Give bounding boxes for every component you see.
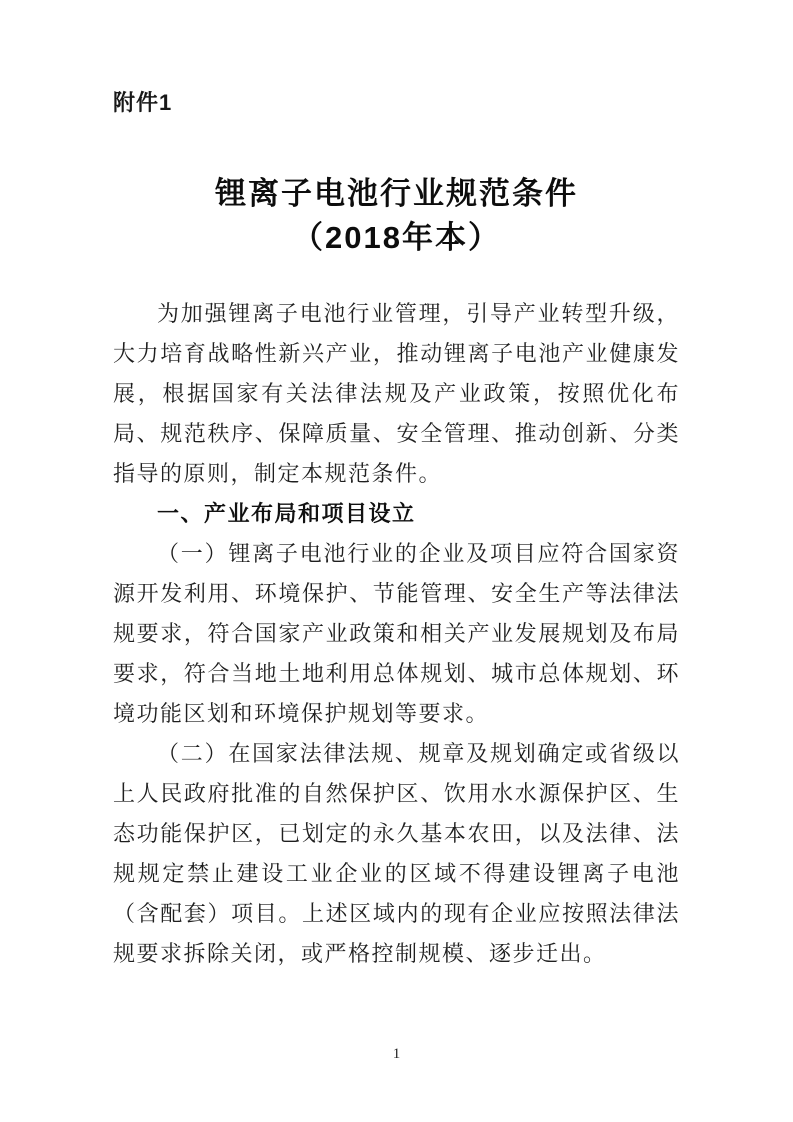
body-paragraph-1: （一）锂离子电池行业的企业及项目应符合国家资源开发利用、环境保护、节能管理、安全生产等法律法规要求，符合国家产业政策和相关产业发展规划及布局要求，符合当地土地利用总体规划、城市总体规划、环境功能区划和环境保护规划等要求。 [113, 541, 680, 726]
document-title [113, 172, 680, 260]
title-line-1: 锂离子电池行业规范条件 [215, 176, 578, 211]
section-heading: 一、产业布局和项目设立 [157, 501, 416, 526]
page-number: 1 [392, 1046, 401, 1062]
title-line-2: （2018年本） [292, 220, 501, 255]
intro-paragraph: 为加强锂离子电池行业管理，引导产业转型升级，大力培育战略性新兴产业，推动锂离子电池产业健康发展，根据国家有关法律法规及产业政策，按照优化布局、规范秩序、保障质量、安全管理、推动创新、分类指导的原则，制定本规范条件。 [113, 301, 680, 486]
attachment-label: 附件1 [113, 90, 173, 115]
body-paragraph-2: （二）在国家法律法规、规章及规划确定或省级以上人民政府批准的自然保护区、饮用水水源保护区、生态功能保护区，已划定的永久基本农田，以及法律、法规规定禁止建设工业企业的区域不得建设锂离子电池（含配套）项目。上述区域内的现有企业应按照法律法规要求拆除关闭，或严格控制规模、逐步迁出。 [113, 741, 680, 966]
